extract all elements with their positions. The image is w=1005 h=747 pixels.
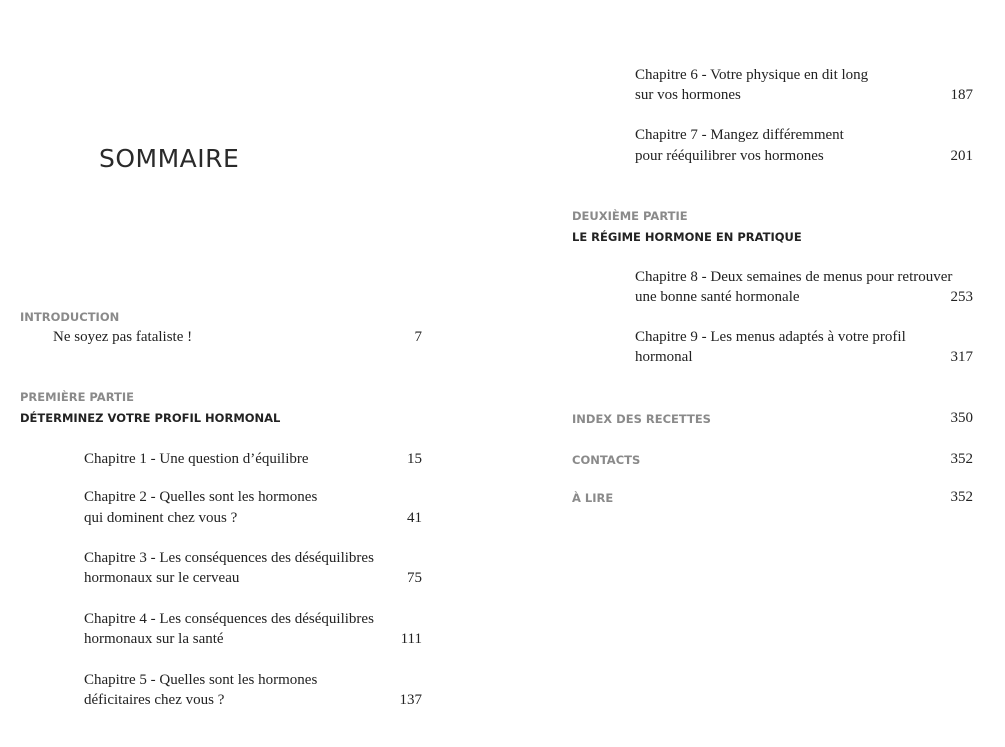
chapter-2-title-line1: Chapitre 2 - Quelles sont les hormones [84,489,318,505]
a-lire-label: À LIRE [572,491,614,505]
chapter-4-page: 111 [400,631,422,647]
chapter-7-title-line1: Chapitre 7 - Mangez différemment [635,127,844,143]
part1-label: PREMIÈRE PARTIE [20,390,135,404]
chapter-9-title-line1: Chapitre 9 - Les menus adaptés à votre profil [635,329,906,345]
chapter-2-page: 41 [407,510,422,526]
chapter-3-title-line1: Chapitre 3 - Les conséquences des déséquilibres [84,550,374,566]
contacts-page: 352 [950,451,973,467]
chapter-9-title-line2: hormonal [635,349,693,365]
index-recettes-page: 350 [950,410,973,426]
chapter-8-title-line2: une bonne santé hormonale [635,289,800,305]
chapter-5-title-line2: déficitaires chez vous ? [84,692,225,708]
chapter-6-title-line1: Chapitre 6 - Votre physique en dit long [635,67,869,83]
index-recettes-label: INDEX DES RECETTES [572,412,711,426]
chapter-1-title: Chapitre 1 - Une question d’équilibre [84,451,309,467]
chapter-4-title-line2: hormonaux sur la santé [84,631,224,647]
chapter-6-page: 187 [950,87,973,103]
chapter-9-page: 317 [950,349,973,365]
introduction-label: INTRODUCTION [20,310,120,324]
chapter-7-page: 201 [950,148,973,164]
part2-title: LE RÉGIME HORMONE EN PRATIQUE [572,230,802,244]
chapter-2-title-line2: qui dominent chez vous ? [84,510,238,526]
chapter-8-page: 253 [950,289,973,305]
chapter-8-title-line1: Chapitre 8 - Deux semaines de menus pour retrouver [635,269,953,285]
introduction-entry: Ne soyez pas fataliste ! [53,329,193,345]
chapter-3-title-line2: hormonaux sur le cerveau [84,570,240,586]
chapter-1-page: 15 [407,451,422,467]
chapter-7-title-line2: pour rééquilibrer vos hormones [635,148,824,164]
a-lire-page: 352 [950,489,973,505]
introduction-page: 7 [414,329,422,345]
chapter-5-page: 137 [399,692,422,708]
chapter-6-title-line2: sur vos hormones [635,87,741,103]
part1-title: DÉTERMINEZ VOTRE PROFIL HORMONAL [20,411,281,425]
chapter-4-title-line1: Chapitre 4 - Les conséquences des déséquilibres [84,611,374,627]
part2-label: DEUXIÈME PARTIE [572,209,688,223]
chapter-5-title-line1: Chapitre 5 - Quelles sont les hormones [84,672,318,688]
chapter-3-page: 75 [407,570,422,586]
contacts-label: CONTACTS [572,453,641,467]
page-title: SOMMAIRE [99,144,240,173]
